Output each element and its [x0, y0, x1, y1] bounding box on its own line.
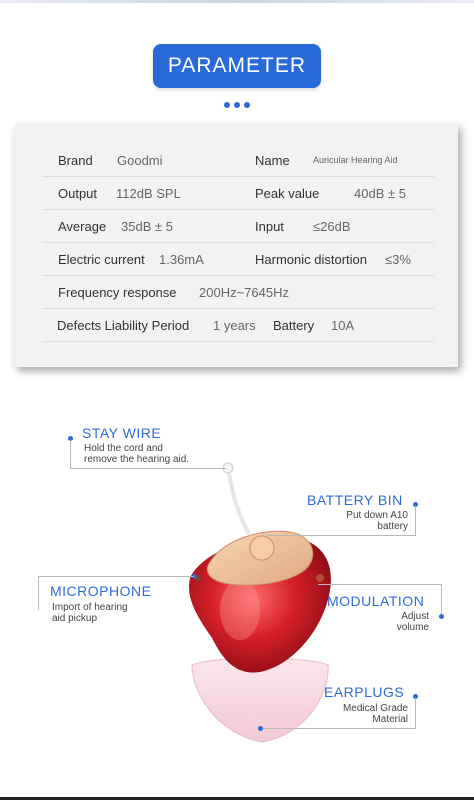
battery-label: Battery: [273, 318, 315, 333]
microphone-desc-2: aid pickup: [52, 613, 98, 624]
battery-value: 10A: [331, 318, 355, 333]
stay-wire-desc-1: Hold the cord and: [84, 443, 163, 454]
battery-bin-leader-v: [415, 506, 416, 536]
modulation-leader-v: [441, 584, 442, 616]
param-row: [42, 243, 434, 276]
param-row: [42, 177, 434, 210]
name-label: Name: [255, 153, 290, 168]
average-label: Average: [58, 219, 107, 234]
stay-wire-title: STAY WIRE: [82, 425, 162, 441]
brand-label: Brand: [58, 153, 93, 168]
param-row: [42, 276, 434, 309]
average-value: 35dB ± 5: [121, 219, 173, 234]
modulation-marker: [439, 614, 444, 619]
brand-value: Goodmi: [117, 153, 163, 168]
battery-door: [250, 536, 274, 560]
page-title: PARAMETER: [153, 44, 321, 88]
modulation-leader-h: [318, 584, 442, 585]
electric-current-value: 1.36mA: [159, 252, 204, 267]
liability-period-value: 1 years: [213, 318, 256, 333]
modulation-desc-1: Adjust: [401, 611, 429, 622]
peak-value-label: Peak value: [255, 186, 320, 201]
earplugs-desc-1: Medical Grade: [342, 703, 408, 714]
harmonic-distortion-label: Harmonic distortion: [255, 252, 367, 267]
frequency-response-label: Frequency response: [58, 285, 177, 300]
param-row: [42, 144, 434, 177]
top-decorative-strip: [0, 0, 474, 3]
frequency-response-value: 200Hz~7645Hz: [199, 285, 289, 300]
earplugs-desc-2: Material: [372, 714, 408, 725]
earplug-tip-marker: [258, 726, 263, 731]
liability-period-label: Defects Liability Period: [57, 318, 190, 333]
microphone-leader-h: [38, 576, 194, 577]
battery-bin-leader-h: [268, 535, 416, 536]
peak-value-value: 40dB ± 5: [354, 186, 406, 201]
output-label: Output: [58, 186, 98, 201]
modulation-title: MODULATION: [327, 593, 425, 609]
earplugs-leader-h: [262, 728, 416, 729]
stay-wire-desc-2: remove the hearing aid.: [84, 454, 190, 465]
battery-bin-desc-1: Put down A10: [346, 510, 408, 521]
microphone-desc-1: Import of hearing: [52, 602, 128, 613]
harmonic-distortion-value: ≤3%: [385, 252, 411, 267]
name-value: Auricular Hearing Aid: [313, 155, 398, 165]
param-row: [42, 309, 434, 342]
volume-wheel: [316, 574, 324, 582]
battery-bin-title: BATTERY BIN: [307, 492, 403, 508]
param-row: [42, 210, 434, 243]
stay-wire-cord: [228, 468, 248, 532]
stay-wire-leader-h: [70, 468, 226, 469]
output-value: 112dB SPL: [116, 186, 181, 201]
microphone-leader-v: [38, 576, 39, 610]
modulation-desc-2: volume: [396, 622, 429, 633]
earplugs-leader-v: [415, 698, 416, 729]
microphone-title: MICROPHONE: [50, 583, 152, 599]
input-value: ≤26dB: [313, 219, 351, 234]
input-label: Input: [255, 219, 284, 234]
earplugs-title: EARPLUGS: [324, 684, 405, 700]
shell-highlight: [220, 580, 260, 640]
title-dots: [224, 102, 250, 108]
parameter-table: [14, 124, 458, 367]
electric-current-label: Electric current: [58, 252, 145, 267]
battery-bin-desc-2: battery: [377, 521, 408, 532]
stay-wire-leader-v: [70, 440, 71, 469]
